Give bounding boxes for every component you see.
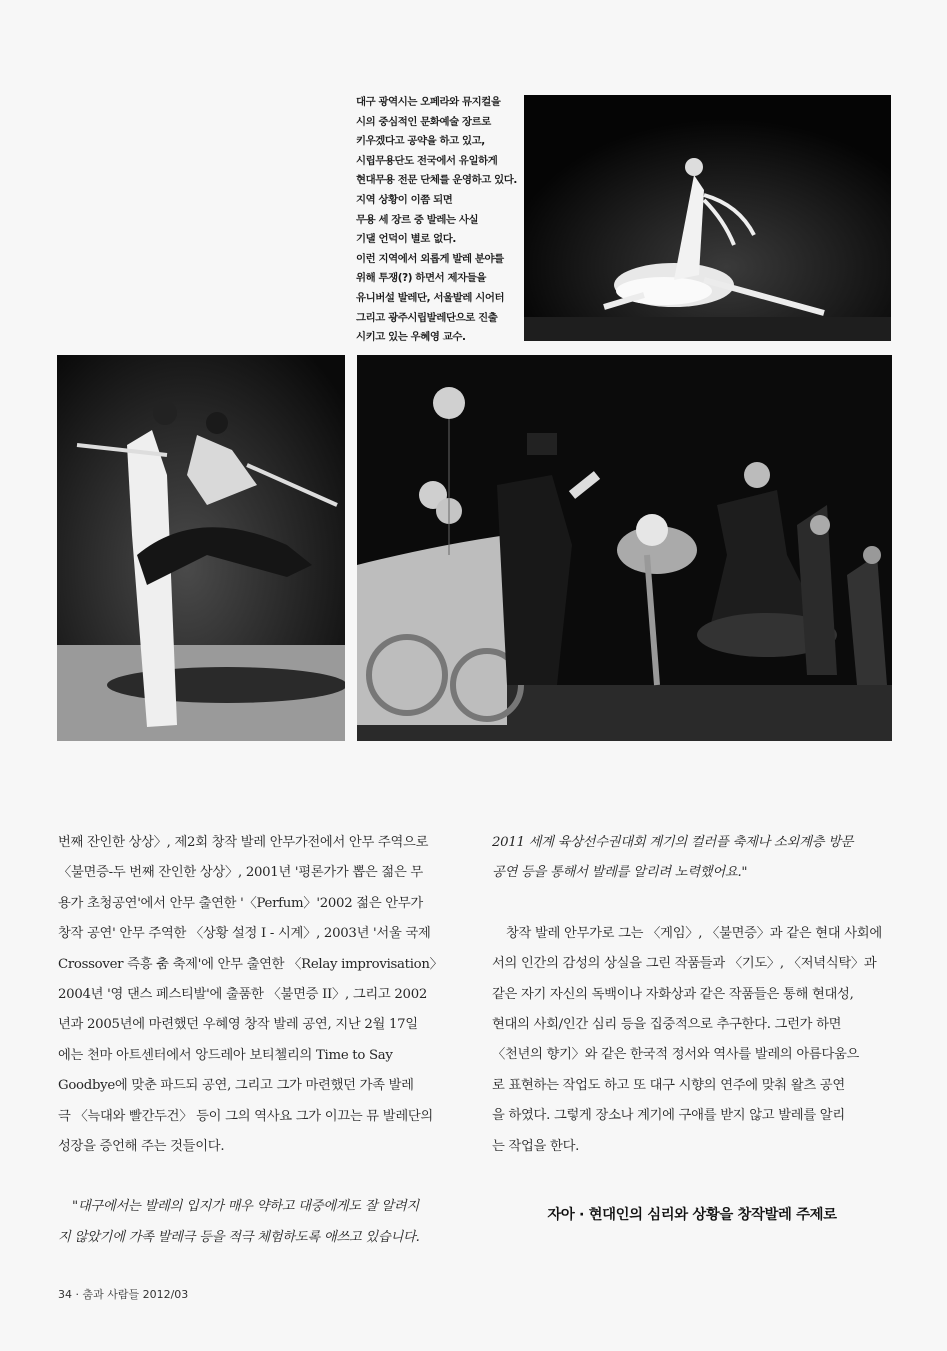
body-line: 서의 인간의 감성의 상실을 그린 작품들과 〈기도〉, 〈저녁식탁〉과 — [492, 956, 877, 972]
body-line: 번째 잔인한 상상〉, 제2회 창작 발레 안무가전에서 안무 주역으로 — [58, 835, 429, 850]
section-subheading: 자아 · 현대인의 심리와 상황을 창작발레 주제로 — [547, 1207, 837, 1224]
caption-line: 기댈 언덕이 별로 없다. — [356, 233, 456, 246]
article-left-column — [58, 828, 463, 1253]
body-line: 〈불면증-두 번째 잔인한 상상〉, 2001년 '평론가가 뽑은 젊은 무 — [58, 865, 423, 881]
body-line: 창작 공연' 안무 주역한 〈상황 설정 I - 시계〉, 2003년 '서울 국제 — [58, 926, 431, 942]
photo-stage-scene — [357, 355, 892, 741]
caption-line: 키우겠다고 공약을 하고 있고, — [356, 135, 485, 148]
body-line: 같은 자기 자신의 독백이나 자화상과 같은 작품들은 통해 현대성, — [492, 986, 854, 1002]
body-line: 에는 천마 아트센터에서 앙드레아 보티첼리의 Time to Say — [58, 1047, 393, 1063]
body-line: 〈천년의 향기〉와 같은 한국적 정서와 역사를 발레의 아름다움으 — [492, 1047, 860, 1063]
article-right-column — [492, 828, 892, 1230]
body-line: 을 하였다. 그렇게 장소나 계기에 구애를 받지 않고 발레를 알리 — [492, 1108, 845, 1124]
caption-line: 유니버설 발레단, 서울발레 시어터 — [356, 291, 505, 304]
quote-line: 지 않았기에 가족 발레극 등을 적극 체험하도록 애쓰고 있습니다. — [58, 1229, 420, 1245]
body-line: 는 작업을 한다. — [492, 1138, 580, 1154]
body-line: 극 〈늑대와 빨간두건〉 등이 그의 역사요 그가 이끄는 뮤 발레단의 — [58, 1108, 433, 1124]
body-line: Goodbye에 맞춘 파드되 공연, 그리고 그가 마련했던 가족 발레 — [58, 1078, 414, 1094]
body-line: 현대의 사회/인간 심리 등을 집중적으로 추구한다. 그런가 하면 — [492, 1017, 842, 1033]
photo-caption — [356, 93, 524, 348]
caption-line: 지역 상황이 이쯤 되면 — [356, 193, 453, 206]
caption-line: 현대무용 전문 단체를 운영하고 있다. — [356, 174, 517, 187]
body-line: 년과 2005년에 마련했던 우혜영 창작 발레 공연, 지난 2월 17일 — [58, 1017, 418, 1033]
body-line: 창작 발레 안무가로 그는 〈게임〉, 〈불면증〉과 같은 현대 사회에 — [506, 925, 882, 941]
body-line: 로 표현하는 작업도 하고 또 대구 시향의 연주에 맞춰 왈츠 공연 — [492, 1077, 845, 1093]
quote-line: 공연 등을 통해서 발레를 알리려 노력했어요." — [492, 865, 748, 881]
body-line: 2004년 '영 댄스 페스티발'에 출품한 〈불면증 II〉, 그리고 2002 — [58, 987, 428, 1003]
caption-line: 시의 중심적인 문화예술 장르로 — [356, 115, 491, 128]
caption-line: 무용 세 장르 중 발레는 사실 — [356, 213, 479, 226]
photo-swan-ballerina — [524, 95, 891, 341]
page-folio: 34 · 춤과 사람들 2012/03 — [58, 1288, 189, 1301]
caption-line: 시립무용단도 전국에서 유일하게 — [356, 154, 498, 167]
caption-line: 이런 지역에서 외롭게 발레 분야를 — [356, 252, 504, 265]
caption-line: 대구 광역시는 오페라와 뮤지컬을 — [356, 96, 501, 108]
photo-ballet-duet — [57, 355, 345, 741]
body-line: 성장을 증언해 주는 것들이다. — [58, 1139, 225, 1155]
caption-line: 시키고 있는 우혜영 교수. — [356, 331, 466, 344]
caption-line: 위해 투쟁(?) 하면서 제자들을 — [356, 272, 486, 285]
quote-line: 2011 세계 육상선수권대회 계기의 컬러플 축제나 소외계층 방문 — [492, 835, 854, 850]
caption-line: 그리고 광주시립발레단으로 진출 — [356, 311, 498, 324]
body-line: 용가 초청공연'에서 안무 출연한 '〈Perfum〉'2002 젊은 안무가 — [58, 895, 423, 911]
body-line: Crossover 즉흥 춤 축제'에 안무 출연한 〈Relay improvisation〉 — [58, 956, 443, 972]
quote-line: "대구에서는 발레의 입지가 매우 약하고 대중에게도 잘 알려지 — [72, 1199, 419, 1215]
